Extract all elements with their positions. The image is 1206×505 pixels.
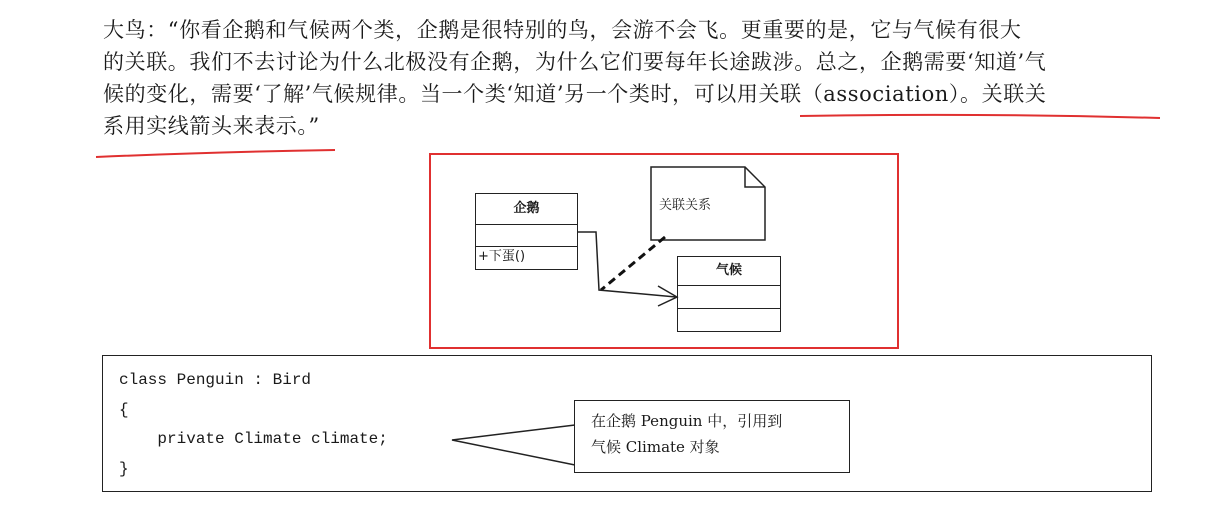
callout-line-2: 气候 Climate 对象	[591, 438, 720, 456]
climate-class-name: 气候	[715, 263, 742, 278]
code-line-2: {	[119, 400, 129, 419]
paragraph-line-4: 系用实线箭头来表示。”	[103, 114, 320, 138]
uml-note-association	[651, 167, 765, 240]
paragraph-line-3: 候的变化，需要‘了解’气候规律。当一个类‘知道’另一个类时，可以用关联（association）。关联关	[103, 82, 1047, 106]
code-line-3: private Climate climate;	[119, 430, 388, 448]
code-callout	[574, 400, 850, 473]
penguin-class-name: 企鹅	[513, 201, 540, 216]
note-label: 关联关系	[659, 198, 712, 213]
paragraph-line-1: 大鸟：“你看企鹅和气候两个类，企鹅是很特别的鸟，会游不会飞。更重要的是，它与气候有很大	[103, 18, 1022, 42]
callout-line-1: 在企鹅 Penguin 中，引用到	[591, 412, 783, 430]
penguin-method-lay-egg: +下蛋()	[476, 246, 577, 268]
code-listing	[119, 366, 388, 484]
code-line-4: }	[119, 459, 129, 478]
code-line-1: class Penguin : Bird	[119, 371, 312, 389]
paragraph-line-2: 的关联。我们不去讨论为什么北极没有企鹅，为什么它们要每年长途跋涉。总之，企鹅需要‘知道’气	[103, 50, 1047, 74]
